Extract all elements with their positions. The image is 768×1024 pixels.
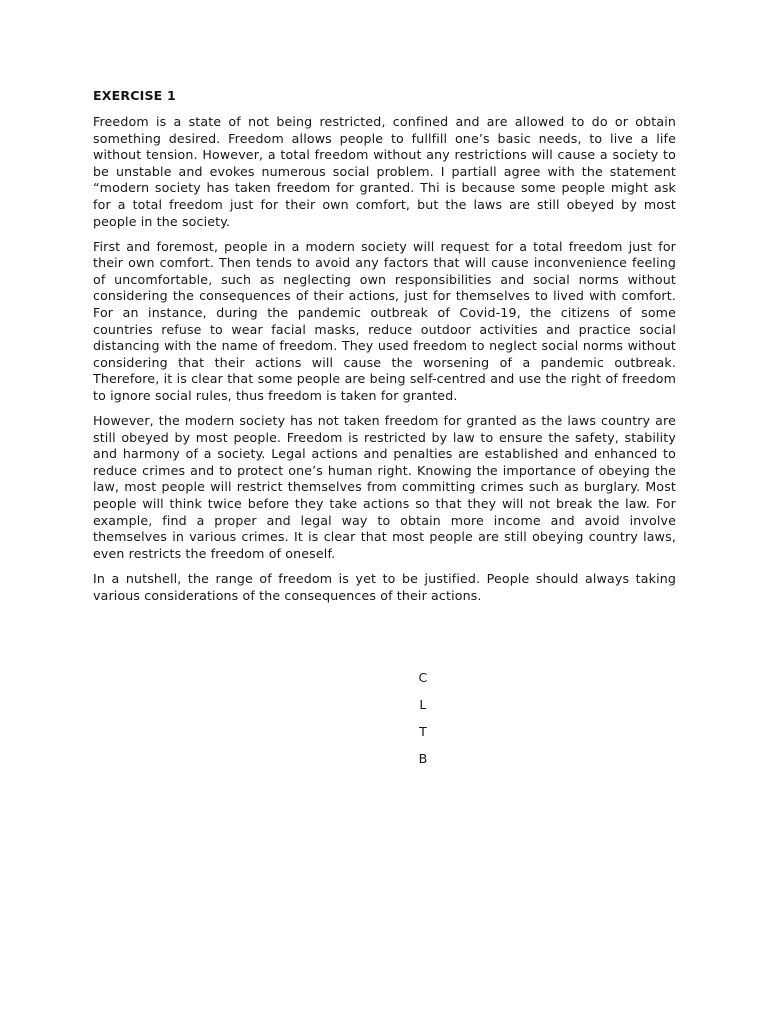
letter-t: T [419, 724, 427, 739]
vertical-letters [413, 668, 433, 776]
document-body [93, 87, 676, 613]
letter-c: C [418, 670, 428, 685]
exercise-title: EXERCISE 1 [93, 88, 176, 103]
letter-b: B [418, 751, 428, 766]
paragraph-conclusion: In a nutshell, the range of freedom is yet to be justified. People should always taking various considerations of the consequences of their actions. [93, 570, 676, 603]
letter-l: L [419, 697, 427, 712]
paragraph-second-argument: However, the modern society has not taken freedom for granted as the laws country are still obeyed by most people. Freedom is restricted by law to ensure the safety, stability and harmony of a society. Legal actions and penalties are established and enhanced to reduce crimes and to protect one’s human right. Knowing the importance of obeying the law, most people will restrict themselves from committing crimes such as burglary. Most people will think twice before they take actions so that they will not break the law. For example, find a proper and legal way to obtain more income and avoid involve themselves in various crimes. It is clear that most people are still obeying country laws, even restricts the freedom of oneself. [93, 413, 676, 561]
paragraph-introduction: Freedom is a state of not being restricted, confined and are allowed to do or obtain something desired. Freedom allows people to fullfill one’s basic needs, to live a life without tension. However, a total freedom without any restrictions will cause a society to be unstable and evokes numerous social problem. I partiall agree with the statement “modern society has taken freedom for granted. Thi is because some people might ask for a total freedom just for their own comfort, but the laws are still obeyed by most people in the society. [93, 114, 676, 229]
paragraph-first-argument: First and foremost, people in a modern society will request for a total freedom just for their own comfort. Then tends to avoid any factors that will cause inconvenience feeling of uncomfortable, such as neglecting own responsibilities and social norms without considering the consequences of their actions, just for themselves to lived with comfort. For an instance, during the pandemic outbreak of Covid-19, the citizens of some countries refuse to wear facial masks, reduce outdoor activities and practice social distancing with the name of freedom. They used freedom to neglect social norms without considering that their actions will cause the worsening of a pandemic outbreak. Therefore, it is clear that some people are being self-centred and use the right of freedom to ignore social rules, thus freedom is taken for granted. [93, 238, 676, 403]
